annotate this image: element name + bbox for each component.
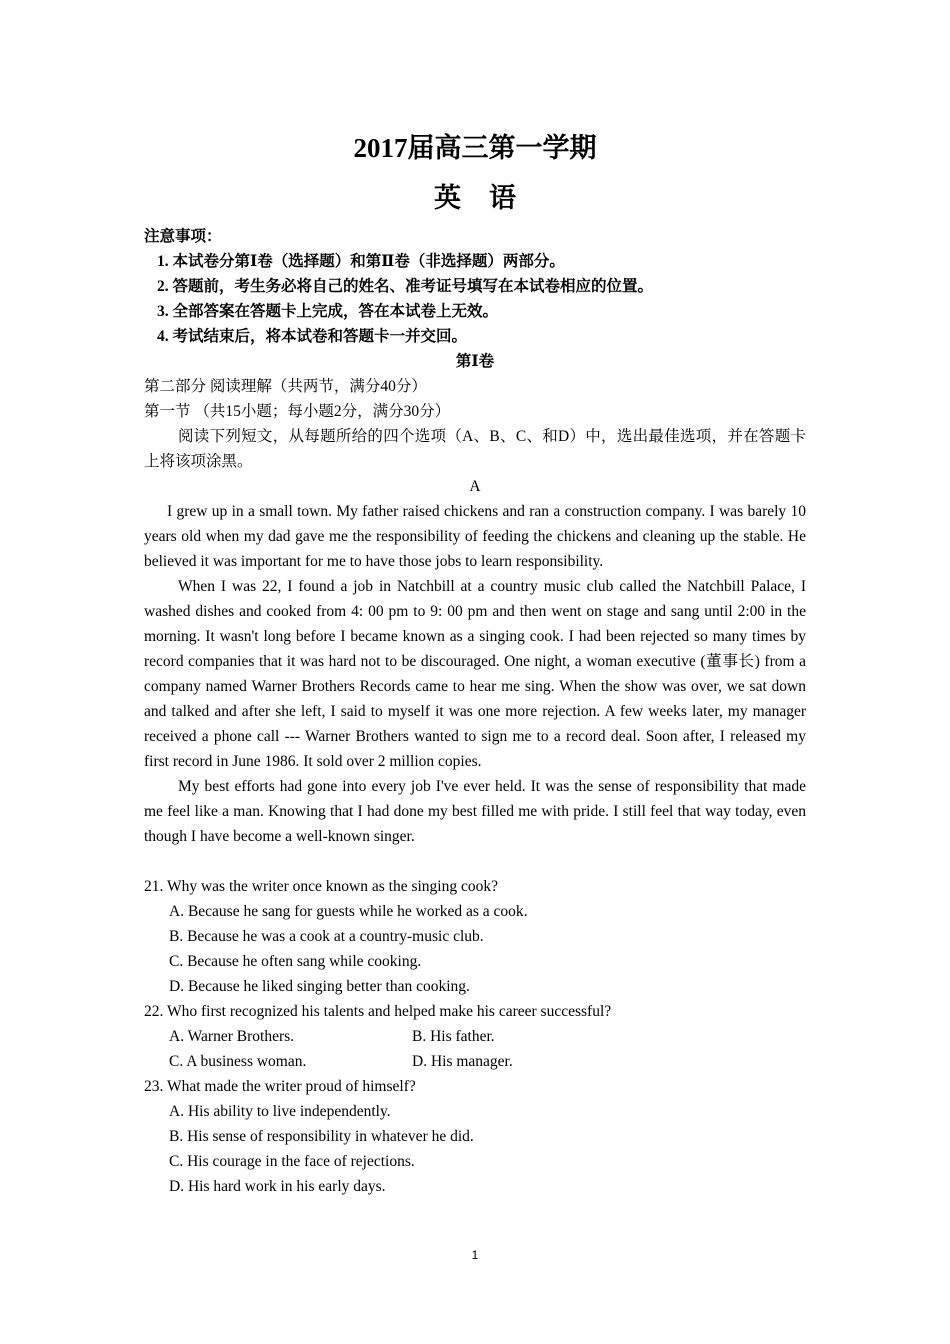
question-23: [144, 1074, 806, 1199]
note-item: 4. 考试结束后，将本试卷和答题卡一并交回。: [157, 328, 468, 345]
question-stem: 23. What made the writer proud of himself?: [144, 1078, 416, 1095]
answer-option: A. His ability to live independently.: [169, 1103, 391, 1120]
option-row: [144, 1049, 806, 1074]
subject-title: 英语: [434, 183, 544, 213]
answer-option: D. His manager.: [412, 1053, 513, 1070]
answer-option: B. His sense of responsibility in whatever he did.: [169, 1128, 474, 1145]
option-row: [144, 1024, 806, 1049]
part-heading: 第二部分 阅读理解（共两节，满分40分）: [144, 378, 427, 395]
answer-option: B. Because he was a cook at a country-music club.: [169, 928, 484, 945]
passage-paragraph: I grew up in a small town. My father raised chickens and ran a construction company. I was barely 10 years old when my dad gave me the responsibility of feeding the chickens and cleaning up the stable. He believed it was important for me to have those jobs to learn responsibility.: [144, 503, 806, 570]
answer-option: B. His father.: [412, 1028, 495, 1045]
page-number: 1: [471, 1248, 479, 1262]
passage-paragraph: When I was 22, I found a job in Natchbill at a country music club called the Natchbill Palace, I washed dishes and cooked from 4: 00 pm to 9: 00 pm and then went on stage and sang until 2:00 in the morning. It wasn't long before I became known as a singing cook. I had been rejected so many times by record companies that it was hard not to be discouraged. One night, a woman executive (董事长) from a company named Warner Brothers Records came to hear me sing. When the show was over, we sat down and talked and after she left, I said to myself it was one more rejection. A few weeks later, my manager received a phone call --- Warner Brothers wanted to sign me to a record deal. Soon after, I released my first record in June 1986. It sold over 2 million copies.: [144, 578, 806, 770]
answer-option: A. Warner Brothers.: [169, 1028, 295, 1045]
answer-option: D. Because he liked singing better than cooking.: [169, 978, 470, 995]
answer-option: C. His courage in the face of rejections.: [169, 1153, 415, 1170]
passage-label: A: [469, 478, 481, 495]
answer-option: A. Because he sang for guests while he worked as a cook.: [169, 903, 528, 920]
answer-option: C. A business woman.: [169, 1053, 307, 1070]
exam-title: 2017届高三第一学期: [353, 133, 597, 163]
volume-heading: 第Ⅰ卷: [455, 353, 495, 370]
subsection-heading: 第一节 （共15小题；每小题2分，满分30分）: [144, 403, 451, 420]
question-21: [144, 874, 806, 999]
note-item: 2. 答题前，考生务必将自己的姓名、准考证号填写在本试卷相应的位置。: [157, 278, 654, 295]
answer-option: D. His hard work in his early days.: [169, 1178, 386, 1195]
question-22: [144, 999, 806, 1074]
note-item: 3. 全部答案在答题卡上完成，答在本试卷上无效。: [157, 303, 499, 320]
instruction-text: 阅读下列短文，从每题所给的四个选项（A、B、C、和D）中，选出最佳选项，并在答题卡上将该项涂黑。: [144, 428, 806, 470]
question-stem: 22. Who first recognized his talents and helped make his career successful?: [144, 1003, 612, 1020]
notes-heading: 注意事项：: [144, 228, 222, 245]
passage-paragraph: My best efforts had gone into every job I've ever held. It was the sense of responsibility that made me feel like a man. Knowing that I had done my best filled me with pride. I still feel that way today, even though I have become a well-known singer.: [144, 778, 806, 845]
note-item: 1. 本试卷分第Ⅰ卷（选择题）和第Ⅱ卷（非选择题）两部分。: [157, 253, 565, 270]
answer-option: C. Because he often sang while cooking.: [169, 953, 422, 970]
spacer: [144, 849, 806, 874]
question-stem: 21. Why was the writer once known as the singing cook?: [144, 878, 498, 895]
exam-page: [144, 128, 806, 1199]
